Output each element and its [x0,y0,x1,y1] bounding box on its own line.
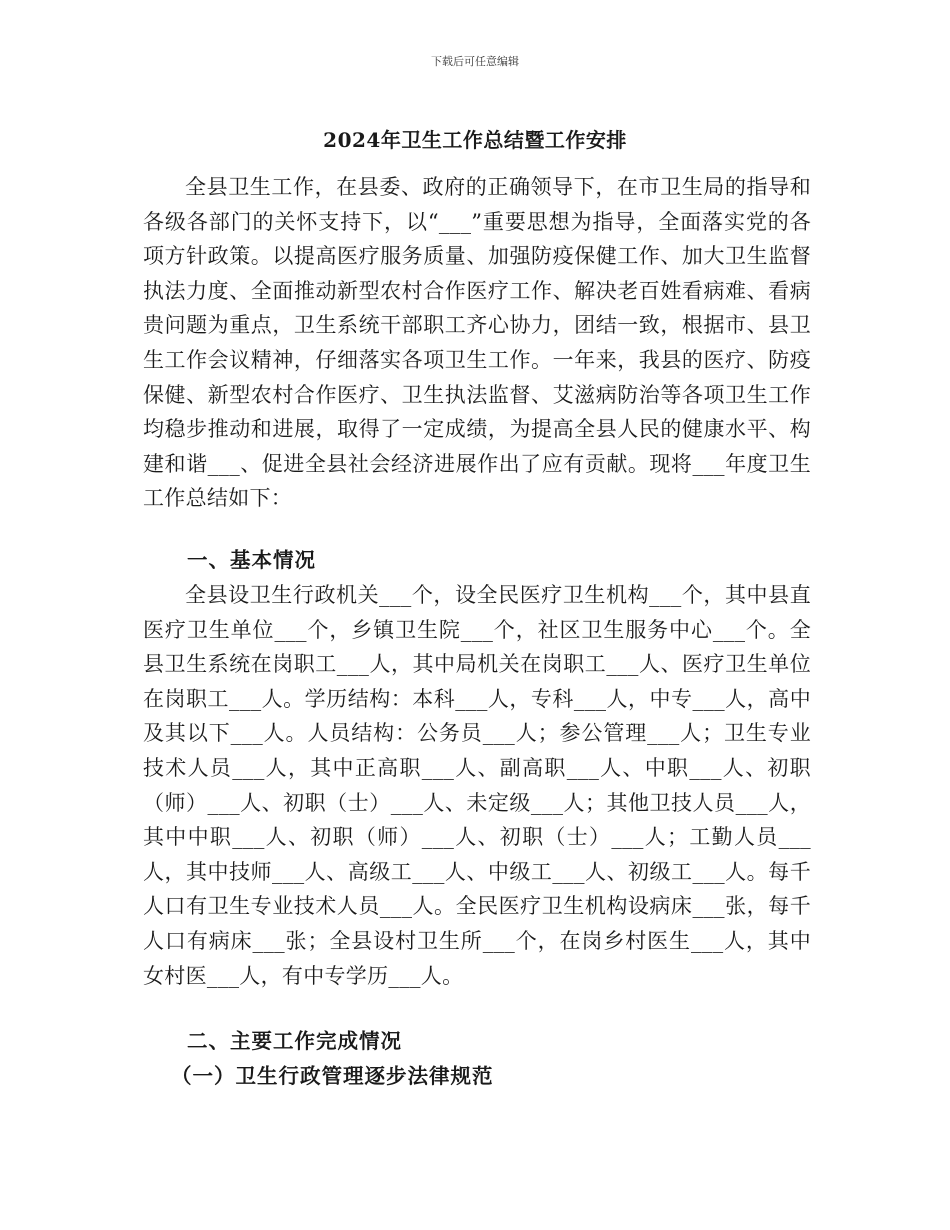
page-header-note: 下载后可任意编辑 [431,55,519,68]
subsection-heading-admin-management: （一）卫生行政管理逐步法律规范 [171,1064,494,1088]
intro-paragraph-block [143,170,811,516]
section-heading-basic-situation: 一、基本情况 [187,548,316,572]
basic-situation-paragraph: 全县设卫生行政机关___个，设全民医疗卫生机构___个，其中县直医疗卫生单位___个，乡镇卫生院___个，社区卫生服务中心___个。全县卫生系统在岗职工___人，其中局机关在岗职工___人、医疗卫生单位在岗职工___人。学历结构：本科___人，专科___人，中专___人，高中及其以下___人。人员结构：公务员___人；参公管理___人；卫生专业技术人员___人，其中正高职___人、副高职___人、中职___人、初职（师）___人、初职（士）___人、未定级___人；其他卫技人员___人，其中中职___人、初职（师）___人、初职（士）___人；工勤人员___人，其中技师___人、高级工___人、中级工___人、初级工___人。每千人口有卫生专业技术人员___人。全民医疗卫生机构设病床___张，每千人口有病床___张；全县设村卫生所___个，在岗乡村医生___人，其中女村医___人，有中专学历___人。 [143,583,811,988]
intro-paragraph: 全县卫生工作，在县委、政府的正确领导下，在市卫生局的指导和各级各部门的关怀支持下，以“___”重要思想为指导，全面落实党的各项方针政策。以提高医疗服务质量、加强防疫保健工作、加大卫生监督执法力度、全面推动新型农村合作医疗工作、解决老百姓看病难、看病贵问题为重点，卫生系统干部职工齐心协力，团结一致，根据市、县卫生工作会议精神，仔细落实各项卫生工作。一年来，我县的医疗、防疫保健、新型农村合作医疗、卫生执法监督、艾滋病防治等各项卫生工作均稳步推动和进展，取得了一定成绩，为提高全县人民的健康水平、构建和谐___、促进全县社会经济进展作出了应有贡献。现将___年度卫生工作总结如下： [143,175,811,511]
document-title: 2024年卫生工作总结暨工作安排 [323,128,627,152]
basic-situation-paragraph-block [143,578,811,993]
section-heading-main-work: 二、主要工作完成情况 [187,1029,402,1053]
